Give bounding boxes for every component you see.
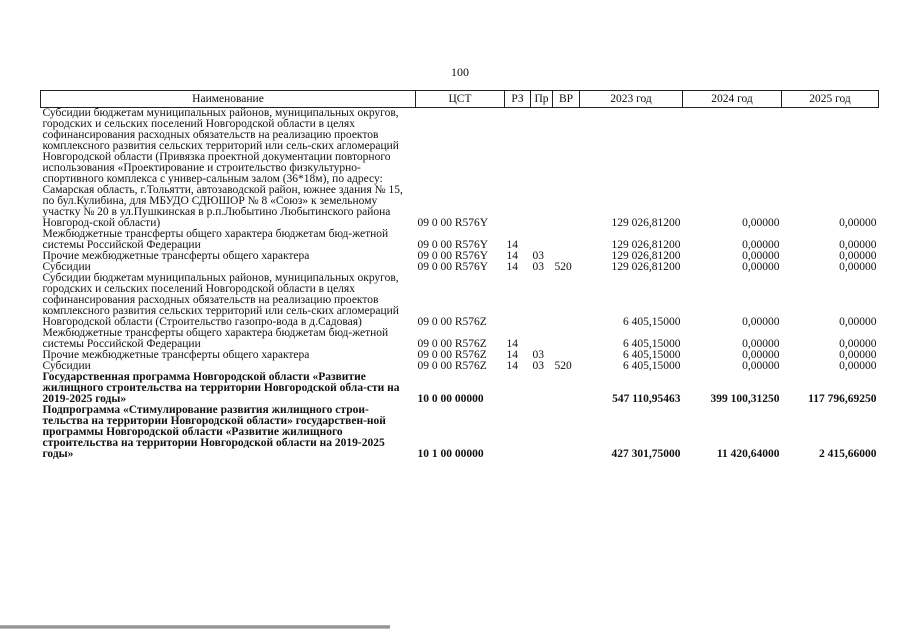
row-cst: 09 0 00 R576Y bbox=[417, 217, 489, 229]
row-2023: 6 405,15000 bbox=[623, 338, 681, 350]
row-name: Субсидии bbox=[42, 261, 91, 273]
row-cst: 10 0 00 00000 bbox=[417, 393, 484, 405]
row-name: Субсидии bbox=[42, 360, 91, 372]
row-name: Подпрограмма «Стимулирование развития жилищного строи-тельства на территории Новгородской области» государствен-ной программы Новгородской области «Развитие жилищного строительства на территории Новгородской области на 2019-2025 годы» bbox=[42, 404, 386, 460]
header-cst: ЦСТ bbox=[416, 91, 505, 108]
row-name: Прочие межбюджетные трансферты общего характера bbox=[42, 349, 310, 361]
table-header-row bbox=[41, 91, 879, 108]
row-2024: 0,00000 bbox=[742, 349, 780, 361]
row-cst: 10 1 00 00000 bbox=[417, 448, 484, 460]
header-2025: 2025 год bbox=[782, 91, 879, 108]
row-2025: 0,00000 bbox=[839, 338, 877, 350]
row-name: Межбюджетные трансферты общего характера бюджетам бюд-жетной системы Российской Федерации bbox=[42, 228, 389, 251]
row-2024: 0,00000 bbox=[742, 316, 780, 328]
row-2024: 0,00000 bbox=[742, 250, 780, 262]
row-pr: 03 bbox=[532, 360, 544, 372]
table-body bbox=[41, 108, 879, 461]
table-row bbox=[41, 372, 879, 405]
row-vr bbox=[553, 328, 580, 350]
row-2023: 129 026,81200 bbox=[611, 239, 681, 251]
row-2025: 0,00000 bbox=[839, 239, 877, 251]
row-pr: 03 bbox=[532, 250, 544, 262]
header-2023: 2023 год bbox=[580, 91, 683, 108]
row-rz: 14 bbox=[506, 239, 518, 251]
row-2024: 11 420,64000 bbox=[716, 448, 780, 460]
row-2025: 0,00000 bbox=[839, 261, 877, 273]
row-rz: 14 bbox=[506, 261, 518, 273]
row-pr: 03 bbox=[532, 349, 544, 361]
row-name: Государственная программа Новгородской области «Развитие жилищного строительства на территории Новгородской обла-сти на 2019-2025 годы» bbox=[42, 371, 400, 405]
row-vr bbox=[553, 108, 580, 230]
row-2023: 129 026,81200 bbox=[611, 261, 681, 273]
header-name: Наименование bbox=[41, 91, 416, 108]
row-2024: 0,00000 bbox=[742, 338, 780, 350]
row-rz bbox=[505, 405, 531, 460]
row-2023: 427 301,75000 bbox=[611, 448, 681, 460]
row-rz: 14 bbox=[506, 338, 518, 350]
row-2024: 0,00000 bbox=[742, 261, 780, 273]
table-row bbox=[41, 328, 879, 350]
row-2025: 0,00000 bbox=[839, 250, 877, 262]
row-pr bbox=[531, 405, 553, 460]
header-pr: Пр bbox=[531, 91, 553, 108]
row-2023: 129 026,81200 bbox=[611, 250, 681, 262]
row-pr bbox=[531, 372, 553, 405]
row-cst: 09 0 00 R576Z bbox=[417, 349, 487, 361]
row-cst: 09 0 00 R576Y bbox=[417, 239, 489, 251]
row-vr bbox=[553, 229, 580, 251]
row-pr bbox=[531, 273, 553, 328]
row-2025: 0,00000 bbox=[839, 316, 877, 328]
row-2025: 0,00000 bbox=[839, 360, 877, 372]
row-pr bbox=[531, 229, 553, 251]
table-row bbox=[41, 273, 879, 328]
row-pr: 03 bbox=[532, 261, 544, 273]
row-name: Субсидии бюджетам муниципальных районов, муниципальных округов, городских и сельских поселений Новгородской области в целях софинансирования расходных обязательств на реализацию проектов комплексного развития сельских территорий или сель-ских агломераций Новгородской области (Строительство газопро-вода в д.Садовая) bbox=[42, 272, 399, 328]
row-2023: 129 026,81200 bbox=[611, 217, 681, 229]
table-row bbox=[41, 108, 879, 230]
row-cst: 09 0 00 R576Z bbox=[417, 360, 487, 372]
row-rz bbox=[505, 273, 531, 328]
row-2024: 0,00000 bbox=[742, 217, 780, 229]
row-name: Межбюджетные трансферты общего характера бюджетам бюд-жетной системы Российской Федерации bbox=[42, 327, 389, 350]
row-cst: 09 0 00 R576Z bbox=[417, 316, 487, 328]
row-vr bbox=[553, 405, 580, 460]
row-2025: 0,00000 bbox=[839, 349, 877, 361]
row-2024: 0,00000 bbox=[742, 360, 780, 372]
table-row bbox=[41, 405, 879, 460]
row-rz: 14 bbox=[506, 349, 518, 361]
page-number: 100 bbox=[451, 65, 469, 79]
row-cst: 09 0 00 R576Z bbox=[417, 338, 487, 350]
row-cst: 09 0 00 R576Y bbox=[417, 261, 489, 273]
row-pr bbox=[531, 328, 553, 350]
row-vr: 520 bbox=[554, 261, 572, 273]
row-vr bbox=[553, 372, 580, 405]
row-rz bbox=[505, 372, 531, 405]
table-row bbox=[41, 229, 879, 251]
row-vr: 520 bbox=[554, 360, 572, 372]
row-vr bbox=[553, 273, 580, 328]
row-name: Субсидии бюджетам муниципальных районов, муниципальных округов, городских и сельских поселений Новгородской области в целях софинансирования расходных обязательств на реализацию проектов комплексного развития сельских территорий или сель-ских агломераций Новгородской области (Привязка проектной документации повторного использования «Проектирование и строительство физкультурно-спортивного комплекса с универ-сальным залом (36*18м), по адресу: Самарская область, г.Тольятти, автозаводской район, южнее здания № 15, по бул.Кулибина, для МБУДО СДЮШОР № 8 «Союз» к земельному участку № 20 в ул.Пушкинская в р.п.Любытино Любытинского района Новгород-ской области) bbox=[42, 107, 403, 229]
row-2025: 0,00000 bbox=[839, 217, 877, 229]
header-rz: РЗ bbox=[505, 91, 531, 108]
row-2024: 399 100,31250 bbox=[710, 393, 780, 405]
header-2024: 2024 год bbox=[683, 91, 782, 108]
budget-table bbox=[40, 90, 879, 460]
row-2023: 6 405,15000 bbox=[623, 360, 681, 372]
row-cst: 09 0 00 R576Y bbox=[417, 250, 489, 262]
row-pr bbox=[531, 108, 553, 230]
row-name: Прочие межбюджетные трансферты общего характера bbox=[42, 250, 310, 262]
row-rz bbox=[505, 108, 531, 230]
scan-edge-line bbox=[0, 625, 390, 629]
row-rz: 14 bbox=[506, 360, 518, 372]
row-2024: 0,00000 bbox=[742, 239, 780, 251]
row-2025: 117 796,69250 bbox=[808, 393, 877, 405]
header-vr: ВР bbox=[553, 91, 580, 108]
row-rz: 14 bbox=[506, 250, 518, 262]
row-2023: 547 110,95463 bbox=[612, 393, 681, 405]
row-2023: 6 405,15000 bbox=[623, 316, 681, 328]
row-2025: 2 415,66000 bbox=[819, 448, 877, 460]
row-2023: 6 405,15000 bbox=[623, 349, 681, 361]
